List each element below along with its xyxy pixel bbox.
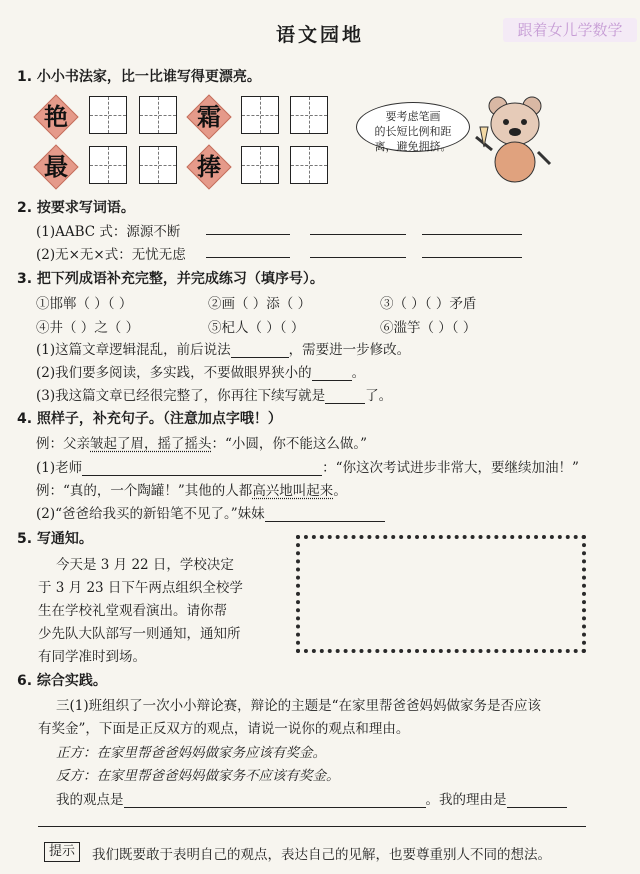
notice-writing-box[interactable] — [296, 535, 586, 653]
example-sentence-2 — [36, 479, 347, 499]
example-text: ：“小圆，你不能这么做。” — [211, 436, 368, 452]
section-5-heading: 5. 写通知。 — [17, 531, 93, 547]
writing-grid[interactable] — [290, 96, 328, 134]
writing-grid[interactable] — [89, 146, 127, 184]
word-example-2: (2)无×无×式：无忧无虑 — [36, 247, 186, 263]
tip-text: 我们既要敢于表明自己的观点，表达自己的见解，也要尊重别人不同的想法。 — [92, 847, 551, 863]
idiom-item: ⑤杞人（ ）（ ） — [208, 320, 305, 336]
my-viewpoint-line — [56, 788, 567, 808]
answer-blank[interactable] — [310, 243, 406, 258]
answer-blank[interactable] — [422, 220, 522, 235]
idiom-question-2 — [36, 361, 365, 381]
writing-grid[interactable] — [139, 146, 177, 184]
emphasized-text: 高兴地叫起来 — [252, 483, 334, 499]
page-title: 语文园地 — [275, 24, 364, 46]
example-sentence-1 — [36, 432, 367, 452]
answer-blank[interactable] — [422, 243, 522, 258]
answer-blank[interactable] — [206, 243, 290, 258]
notice-prompt-line: 生在学校礼堂观看演出。请你帮 — [38, 603, 227, 619]
answer-blank[interactable] — [124, 793, 426, 808]
question-text: (1)这篇文章逻辑混乱，前后说法 — [36, 342, 231, 358]
answer-blank[interactable] — [231, 343, 289, 358]
idiom-item: ④井（ ）之（ ） — [36, 320, 140, 336]
section-4-heading: 4. 照样子，补充句子。（注意加点字哦！） — [17, 411, 282, 427]
question-text: (3)我这篇文章已经很完整了，你再往下续写就是 — [36, 388, 326, 404]
idiom-question-1 — [36, 338, 410, 358]
practice-paragraph: 三(1)班组织了一次小小辩论赛，辩论的主题是“在家里帮爸爸妈妈做家务是否应该 — [56, 698, 542, 714]
idiom-item: ①邯郸（ ）（ ） — [36, 296, 133, 312]
bubble-line: 要考虑笔画 — [385, 110, 441, 123]
example-text: 例：“真的，一个陶罐！”其他的人都 — [36, 483, 253, 499]
notice-prompt-line: 于 3 月 23 日下午两点组织全校学 — [38, 580, 243, 596]
question-text: 。我的理由是 — [425, 792, 507, 808]
con-viewpoint: 反方：在家里帮爸爸妈妈做家务不应该有奖金。 — [56, 768, 340, 784]
answer-blank[interactable] — [310, 220, 406, 235]
word-example-1: (1)AABC 式：源源不断 — [36, 224, 181, 240]
model-char: 艳 — [44, 102, 68, 131]
char-diamond-2 — [188, 96, 230, 138]
answer-blank[interactable] — [312, 366, 352, 381]
section-3-heading: 3. 把下列成语补充完整，并完成练习（填序号）。 — [17, 271, 324, 287]
writing-grid[interactable] — [290, 146, 328, 184]
pro-viewpoint: 正方：在家里帮爸爸妈妈做家务应该有奖金。 — [56, 745, 326, 761]
question-text: (2)我们要多阅读，多实践，不要做眼界狭小的 — [36, 365, 312, 381]
idiom-item: ③（ ）（ ）矛盾 — [380, 296, 477, 312]
practice-sentence-2 — [36, 502, 385, 522]
practice-sentence-1 — [36, 456, 579, 476]
writing-grid[interactable] — [241, 146, 279, 184]
watermark: 跟着女儿学数学 — [503, 18, 637, 42]
answer-blank[interactable] — [325, 389, 365, 404]
answer-blank[interactable] — [82, 461, 322, 476]
question-text: (1)老师 — [36, 460, 83, 476]
practice-paragraph: 有奖金”，下面是正反双方的观点，请说一说你的观点和理由。 — [38, 721, 410, 737]
answer-blank[interactable] — [507, 793, 567, 808]
char-diamond-3 — [35, 146, 77, 188]
example-text: 例：父亲 — [36, 436, 90, 452]
writing-grid[interactable] — [241, 96, 279, 134]
notice-prompt-line: 少先队大队部写一则通知，通知所 — [38, 626, 241, 642]
bubble-line: 的长短比例和距 — [374, 125, 452, 138]
bubble-line: 离，避免拥挤。 — [374, 140, 452, 153]
bear-mascot-icon — [470, 92, 560, 187]
tip-label: 提示 — [44, 842, 80, 862]
model-char: 捧 — [197, 152, 221, 181]
notice-prompt-line: 今天是 3 月 22 日，学校决定 — [56, 557, 234, 573]
question-text: 。 — [351, 365, 366, 381]
char-diamond-4 — [188, 146, 230, 188]
section-1-heading: 1. 小小书法家，比一比谁写得更漂亮。 — [17, 69, 261, 85]
answer-blank[interactable] — [206, 220, 290, 235]
example-text: 。 — [333, 483, 347, 499]
section-6-heading: 6. 综合实践。 — [17, 673, 107, 689]
idiom-question-3 — [36, 384, 392, 404]
answer-blank[interactable] — [38, 812, 586, 827]
writing-grid[interactable] — [89, 96, 127, 134]
emphasized-text: 皱起了眉，摇了摇头 — [90, 436, 212, 452]
answer-blank[interactable] — [265, 507, 385, 522]
char-diamond-1 — [35, 96, 77, 138]
idiom-item: ②画（ ）添（ ） — [208, 296, 312, 312]
question-text: ：“你这次考试进步非常大，要继续加油！” — [322, 460, 579, 476]
model-char: 最 — [44, 152, 68, 181]
notice-prompt-line: 有同学准时到场。 — [38, 649, 146, 665]
question-text: 我的观点是 — [56, 792, 124, 808]
question-text: (2)“爸爸给我买的新铅笔不见了。”妹妹 — [36, 506, 265, 522]
section-2-heading: 2. 按要求写词语。 — [17, 200, 135, 216]
model-char: 霜 — [197, 102, 221, 131]
writing-grid[interactable] — [139, 96, 177, 134]
question-text: ，需要进一步修改。 — [288, 342, 411, 358]
speech-bubble — [356, 102, 470, 152]
question-text: 了。 — [365, 388, 393, 404]
idiom-item: ⑥滥竽（ ）（ ） — [380, 320, 477, 336]
